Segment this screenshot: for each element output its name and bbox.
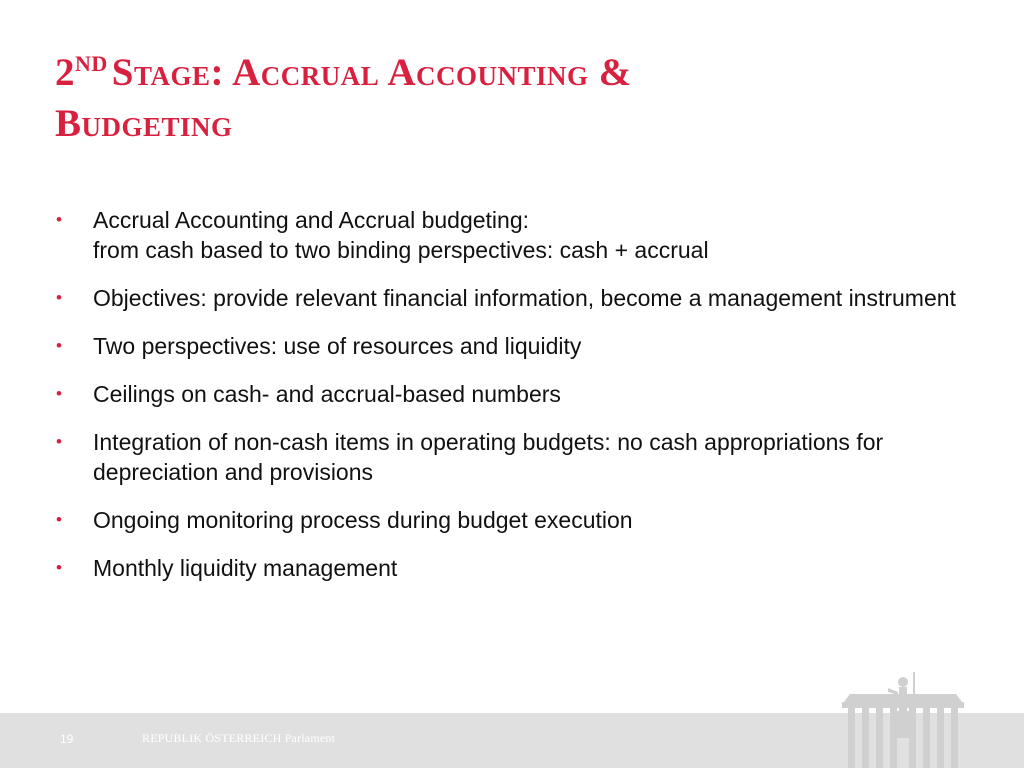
bullet-text: Integration of non-cash items in operating budgets: no cash appropriations for depreciation and provisions: [93, 429, 884, 485]
bullet-marker: •: [56, 510, 62, 529]
bullet-marker: •: [56, 432, 62, 451]
bullet-text: Objectives: provide relevant financial information, become a management instrument: [93, 285, 956, 311]
organization-name: REPUBLIK ÖSTERREICH Parlament: [142, 731, 336, 745]
bullet-text: Ongoing monitoring process during budget execution: [93, 507, 633, 533]
title-line-2: Budgeting: [55, 102, 233, 145]
bullet-text: Monthly liquidity management: [93, 555, 398, 581]
bullet-marker: •: [56, 336, 62, 355]
bullet-list: [55, 205, 985, 601]
bullet-marker: •: [56, 288, 62, 307]
bullet-item: [55, 205, 985, 265]
title-superscript: ND: [75, 51, 108, 76]
bullet-item: [55, 427, 985, 487]
bullet-marker: •: [56, 384, 62, 403]
page-number: 19: [60, 732, 74, 746]
bullet-text: Accrual Accounting and Accrual budgeting:: [93, 207, 530, 233]
title-line-1-text: Stage: Accrual Accounting &: [111, 51, 632, 94]
slide-title: [55, 50, 955, 147]
bullet-text: Ceilings on cash- and accrual-based numbers: [93, 381, 561, 407]
bullet-item: [55, 379, 985, 409]
bullet-text: Two perspectives: use of resources and liquidity: [93, 333, 582, 359]
parliament-building-icon: [838, 668, 968, 768]
bullet-item: [55, 505, 985, 535]
title-number: 2: [55, 51, 75, 94]
bullet-item: [55, 331, 985, 361]
bullet-item: [55, 283, 985, 313]
bullet-marker: •: [56, 210, 62, 229]
bullet-text: from cash based to two binding perspectives: cash + accrual: [93, 237, 709, 263]
bullet-item: [55, 553, 985, 583]
title-line-1: [55, 50, 955, 101]
bullet-marker: •: [56, 558, 62, 577]
